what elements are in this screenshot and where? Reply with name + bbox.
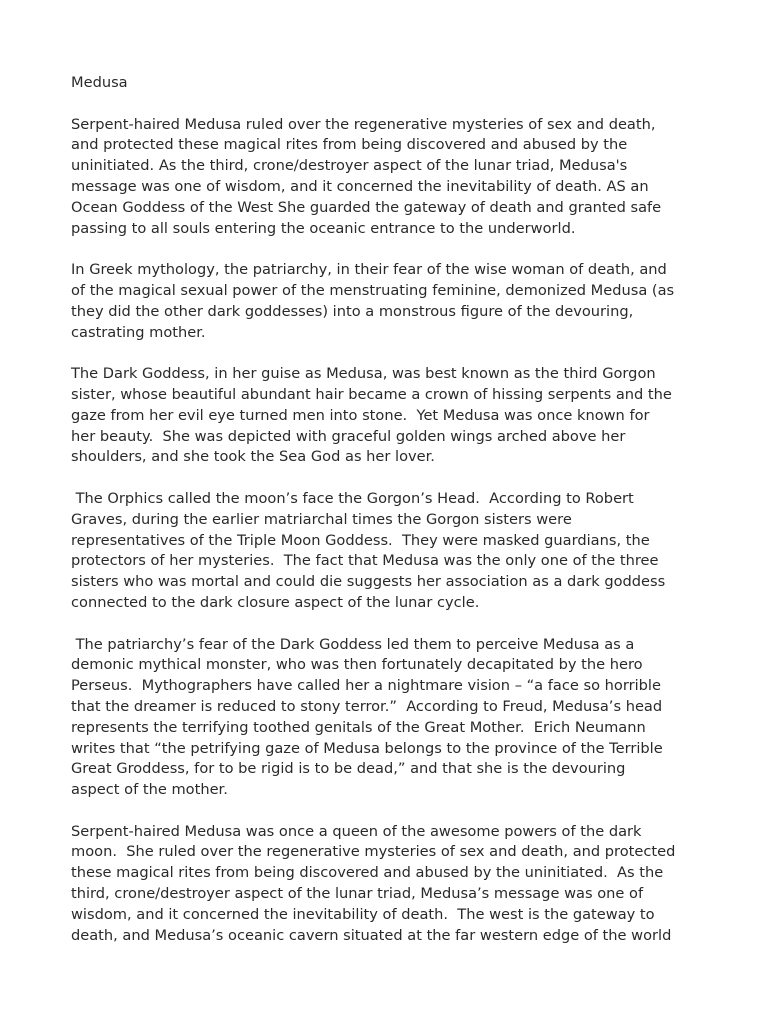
text-line: and protected these magical rites from being discovered and abused by the bbox=[71, 136, 628, 154]
text-line: uninitiated. As the third, crone/destroyer aspect of the lunar triad, Medusa's bbox=[71, 157, 628, 175]
text-line: castrating mother. bbox=[71, 323, 206, 341]
text-line: these magical rites from being discovered and abused by the uninitiated. As the bbox=[71, 864, 664, 882]
text-line: aspect of the mother. bbox=[71, 781, 228, 799]
text-line: demonic mythical monster, who was then fortunately decapitated by the hero bbox=[71, 656, 643, 674]
text-line: representatives of the Triple Moon Goddess. They were masked guardians, the bbox=[71, 531, 650, 549]
text-line: In Greek mythology, the patriarchy, in their fear of the wise woman of death, and bbox=[71, 261, 667, 279]
text-line: Perseus. Mythographers have called her a nightmare vision – “a face so horrible bbox=[71, 677, 661, 695]
text-line: protectors of her mysteries. The fact that Medusa was the only one of the three bbox=[71, 552, 659, 570]
text-line: moon. She ruled over the regenerative mysteries of sex and death, and protected bbox=[71, 843, 676, 861]
text-line: The Orphics called the moon’s face the Gorgon’s Head. According to Robert bbox=[71, 489, 634, 507]
text-line: Ocean Goddess of the West She guarded the gateway of death and granted safe bbox=[71, 198, 662, 216]
text-line: Great Groddess, for to be rigid is to be dead,” and that she is the devouring bbox=[71, 760, 626, 778]
text-line: her beauty. She was depicted with graceful golden wings arched above her bbox=[71, 427, 626, 445]
paragraph-3 bbox=[71, 364, 701, 468]
paragraph-5 bbox=[71, 635, 701, 801]
text-line: The Dark Goddess, in her guise as Medusa, was best known as the third Gorgon bbox=[71, 365, 656, 383]
text-line: gaze from her evil eye turned men into stone. Yet Medusa was once known for bbox=[71, 406, 650, 424]
paragraph-2 bbox=[71, 260, 701, 343]
paragraph-4 bbox=[71, 489, 701, 614]
text-line: message was one of wisdom, and it concerned the inevitability of death. AS an bbox=[71, 177, 649, 195]
text-line: Graves, during the earlier matriarchal times the Gorgon sisters were bbox=[71, 510, 572, 528]
text-line: that the dreamer is reduced to stony terror.” According to Freud, Medusa’s head bbox=[71, 697, 663, 715]
text-line: wisdom, and it concerned the inevitability of death. The west is the gateway to bbox=[71, 905, 655, 923]
document-body bbox=[71, 73, 701, 967]
text-line: third, crone/destroyer aspect of the lunar triad, Medusa’s message was one of bbox=[71, 885, 644, 903]
text-line: sister, whose beautiful abundant hair became a crown of hissing serpents and the bbox=[71, 385, 672, 403]
text-line: sisters who was mortal and could die suggests her association as a dark goddess bbox=[71, 573, 666, 591]
text-line: represents the terrifying toothed genitals of the Great Mother. Erich Neumann bbox=[71, 718, 646, 736]
text-line: shoulders, and she took the Sea God as her lover. bbox=[71, 448, 435, 466]
text-line: connected to the dark closure aspect of the lunar cycle. bbox=[71, 593, 480, 611]
text-line: The patriarchy’s fear of the Dark Goddess led them to perceive Medusa as a bbox=[71, 635, 635, 653]
text-line: Serpent-haired Medusa ruled over the regenerative mysteries of sex and death, bbox=[71, 115, 656, 133]
text-line: Serpent-haired Medusa was once a queen of the awesome powers of the dark bbox=[71, 822, 642, 840]
text-line: passing to all souls entering the oceanic entrance to the underworld. bbox=[71, 219, 576, 237]
text-line: writes that “the petrifying gaze of Medusa belongs to the province of the Terrible bbox=[71, 739, 663, 757]
text-line: they did the other dark goddesses) into a monstrous figure of the devouring, bbox=[71, 302, 634, 320]
document-title: Medusa bbox=[71, 74, 128, 91]
paragraph-1 bbox=[71, 115, 701, 240]
paragraph-6 bbox=[71, 822, 701, 947]
text-line: of the magical sexual power of the menstruating feminine, demonized Medusa (as bbox=[71, 281, 675, 299]
text-line: death, and Medusa’s oceanic cavern situated at the far western edge of the world bbox=[71, 926, 672, 944]
